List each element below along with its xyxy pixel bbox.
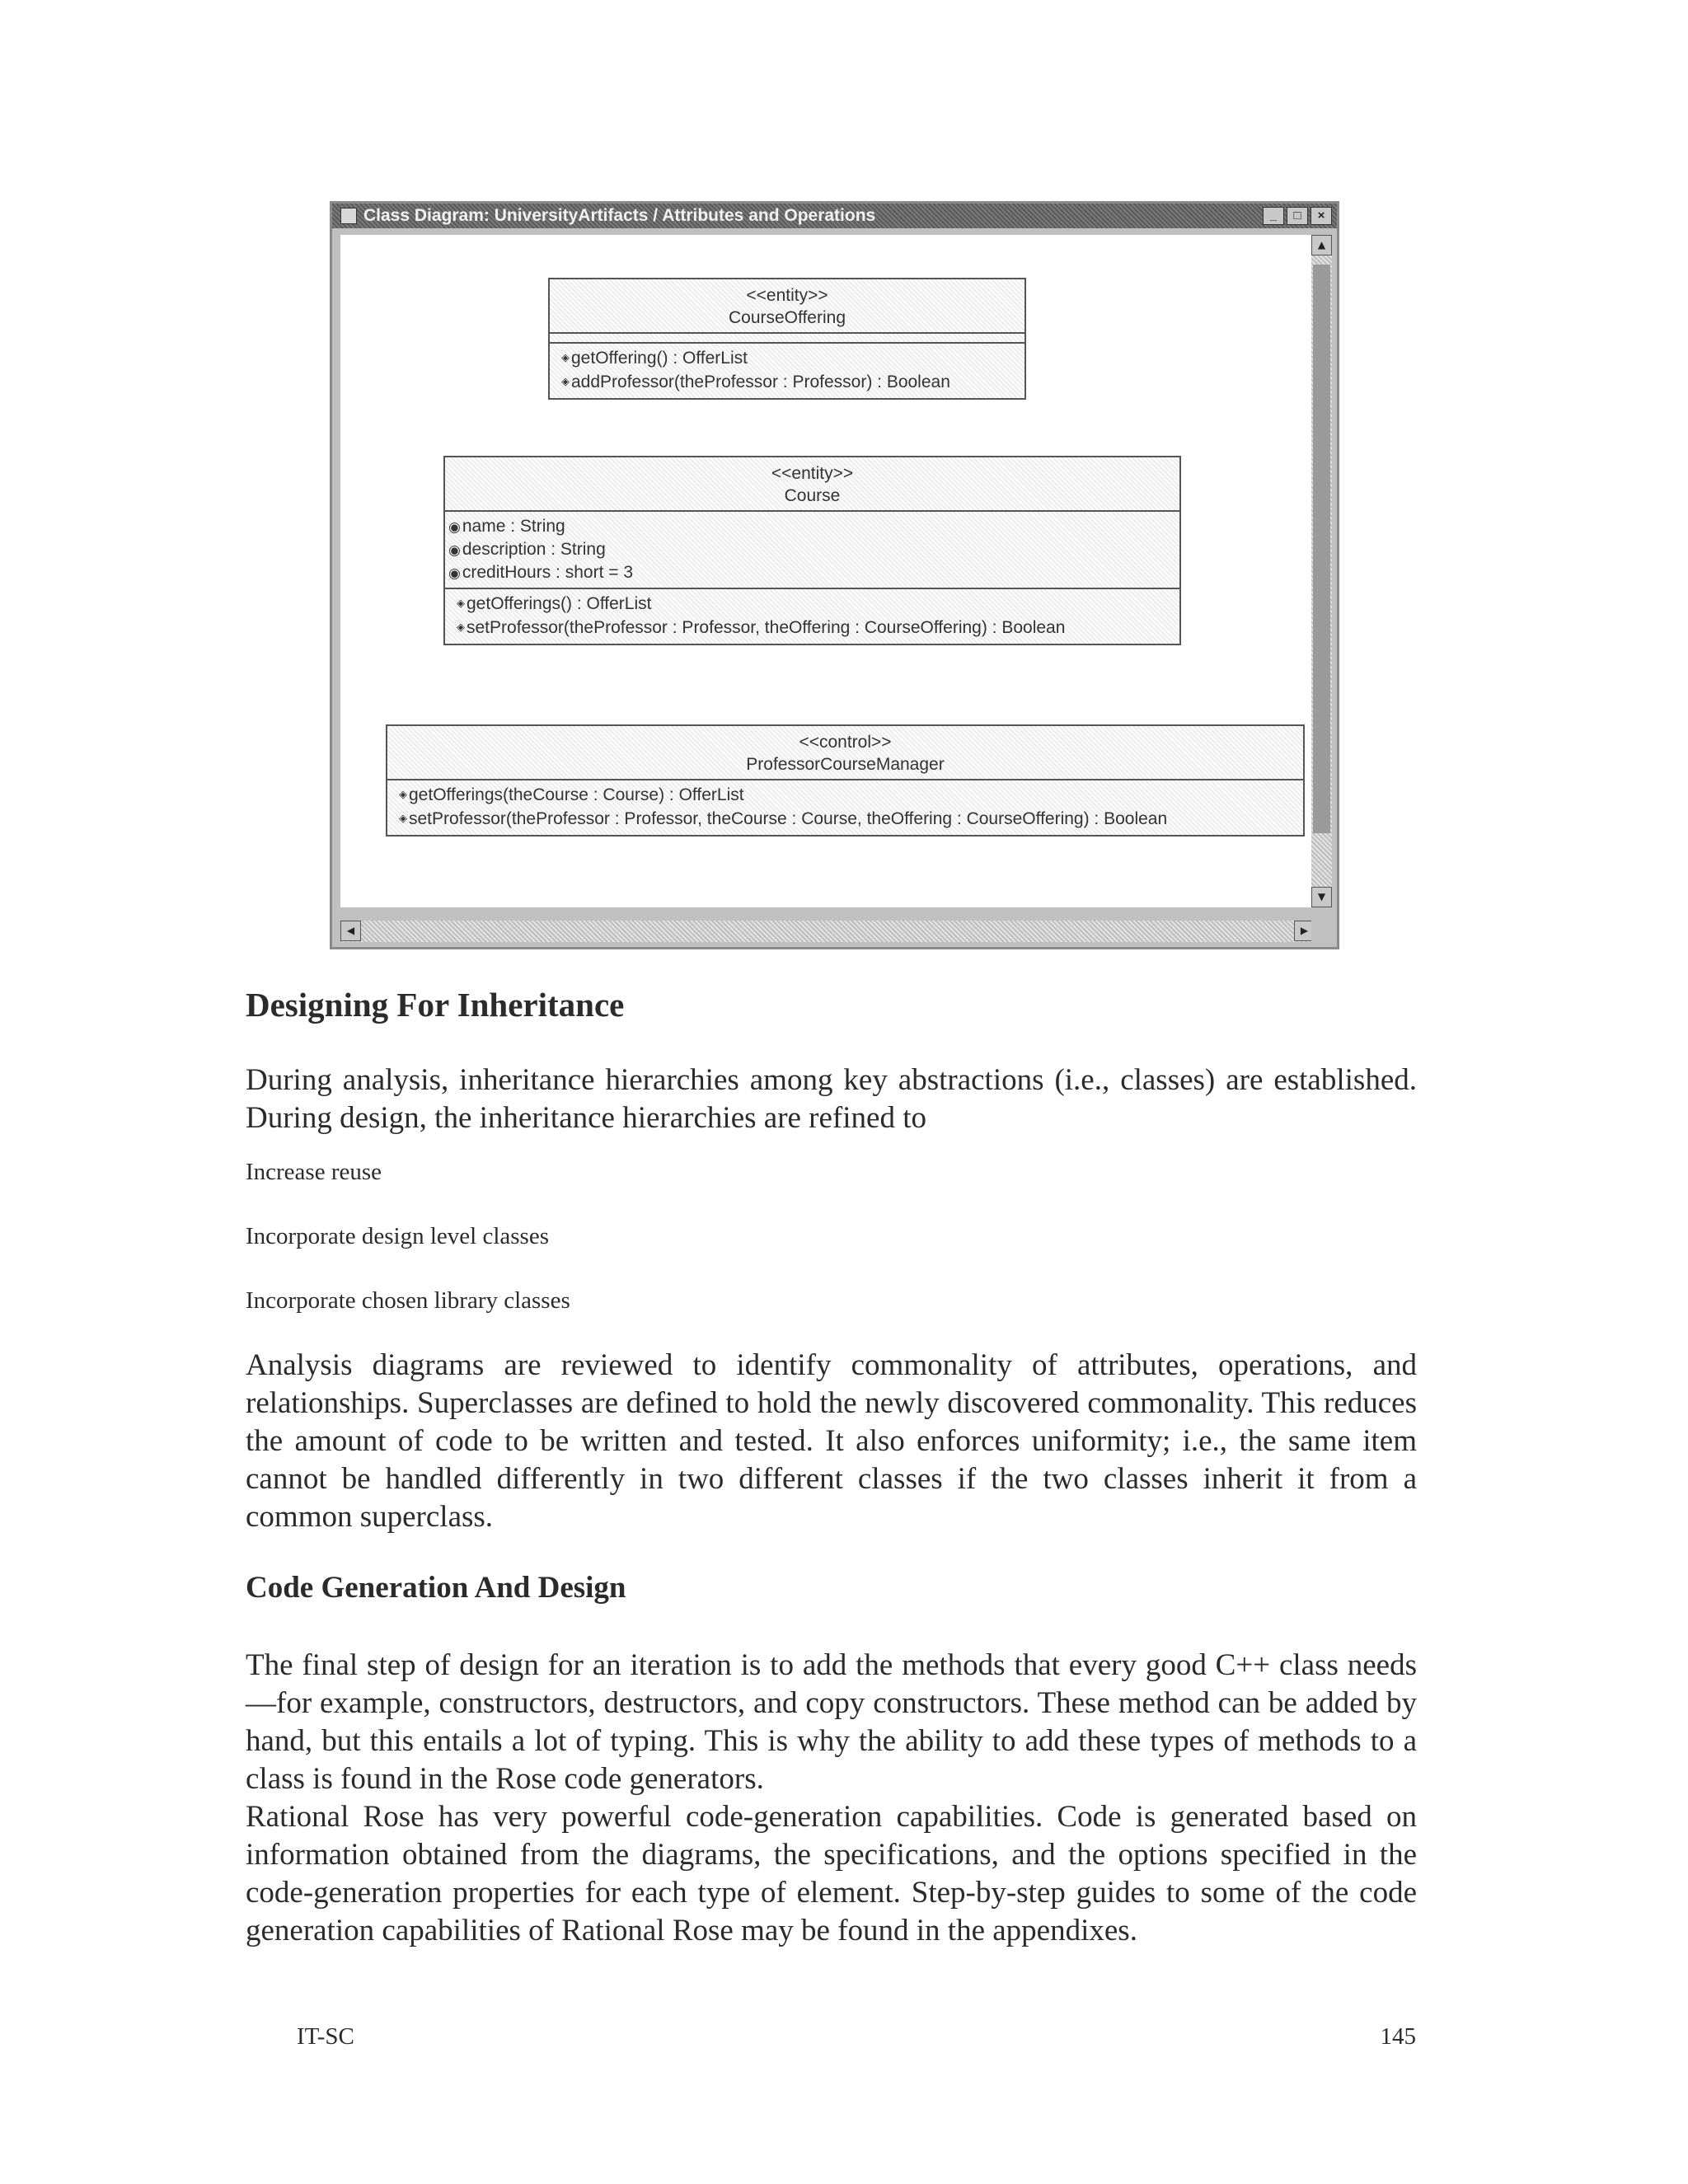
horizontal-scrollbar[interactable]: [340, 921, 1315, 942]
section-heading-inheritance: Designing For Inheritance: [246, 986, 625, 1024]
operation-icon: [457, 618, 467, 637]
section-heading-code-generation: Code Generation And Design: [246, 1571, 626, 1605]
scroll-right-icon[interactable]: ▶: [1294, 921, 1315, 941]
list-item: Incorporate design level classes: [246, 1223, 549, 1249]
window-title: Class Diagram: UniversityArtifacts / Attributes and Operations: [363, 206, 876, 225]
class-stereotype: <<entity>>: [746, 286, 828, 305]
page-number: 145: [1380, 2023, 1416, 2050]
operation-icon: [399, 809, 409, 828]
maximize-button[interactable]: □: [1287, 207, 1308, 225]
operation-item[interactable]: ◈ getOfferings() : OfferList: [457, 593, 1168, 616]
operation-item[interactable]: ◈ getOfferings(theCourse : Course) : OfferList: [399, 784, 1292, 808]
operation-icon: [561, 349, 571, 368]
scroll-down-icon[interactable]: ▼: [1311, 887, 1332, 907]
attributes-compartment: [550, 334, 1025, 344]
operation-item[interactable]: ◈ addProfessor(theProfessor : Professor) : Boolean: [561, 371, 1013, 395]
operation-item[interactable]: ◈ setProfessor(theProfessor : Professor, theCourse : Course, theOffering : CourseOffering) : Boolean: [399, 808, 1292, 832]
operation-item[interactable]: ◈ getOffering() : OfferList: [561, 347, 1013, 371]
paragraph-analysis: Analysis diagrams are reviewed to identify commonality of attributes, operations, and relationships. Superclasses are defined to hold the newly discovered commonality. This reduces the amount of code to be written and tested. It also enforces uniformity; i.e., the same item cannot be handled differently in two different classes if the two classes inherit it from a common superclass.: [246, 1348, 1417, 1534]
operations-compartment: [550, 344, 1025, 398]
diagram-app-icon: [340, 208, 357, 224]
operations-compartment: [445, 589, 1179, 644]
attribute-icon: [448, 540, 462, 559]
vertical-scroll-thumb[interactable]: [1313, 265, 1330, 833]
attributes-compartment: [445, 512, 1179, 589]
class-course-offering[interactable]: [548, 278, 1026, 400]
vertical-scrollbar[interactable]: [1311, 235, 1332, 907]
operation-icon: [561, 373, 571, 391]
list-item: Incorporate chosen library classes: [246, 1287, 570, 1314]
scroll-left-icon[interactable]: ◀: [340, 921, 361, 941]
close-button[interactable]: ×: [1311, 207, 1332, 225]
window-titlebar[interactable]: [332, 204, 1337, 228]
class-professor-course-manager[interactable]: [386, 724, 1305, 837]
list-item: Increase reuse: [246, 1159, 382, 1185]
minimize-button[interactable]: _: [1263, 207, 1284, 225]
paragraph-final-step: The final step of design for an iteration is to add the methods that every good C++ class needs—for example, constructors, destructors, and copy constructors. These method can be added by hand, but this entails a lot of typing. This is why the ability to add these types of methods to a class is found in the Rose code generators.: [246, 1648, 1417, 1796]
operation-item[interactable]: ◈ setProfessor(theProfessor : Professor, theOffering : CourseOffering) : Boolean: [457, 616, 1168, 640]
diagram-canvas[interactable]: [340, 235, 1315, 907]
operation-icon: [399, 785, 409, 804]
operations-compartment: [387, 780, 1303, 835]
class-name: CourseOffering: [728, 308, 846, 327]
class-stereotype: <<control>>: [799, 733, 892, 752]
attribute-icon: [448, 563, 462, 582]
attribute-item[interactable]: ◉ creditHours : short = 3: [448, 561, 1168, 584]
class-stereotype: <<entity>>: [771, 464, 854, 483]
resize-grip[interactable]: [1311, 921, 1332, 942]
paragraph-rational-rose: Rational Rose has very powerful code-generation capabilities. Code is generated based on information obtained from the diagrams, the specifications, and the options specified in the code-generation properties for each type of element. Step-by-step guides to some of the code generation capabilities of Rational Rose may be found in the appendixes.: [246, 1800, 1417, 1947]
scroll-up-icon[interactable]: ▲: [1311, 235, 1332, 255]
class-course[interactable]: [443, 456, 1181, 645]
attribute-item[interactable]: ◉ description : String: [448, 538, 1168, 561]
operation-icon: [457, 594, 467, 613]
footer-label: IT-SC: [297, 2023, 354, 2050]
class-diagram-window: [330, 201, 1339, 949]
class-name: ProfessorCourseManager: [746, 755, 945, 774]
paragraph-inheritance-intro: During analysis, inheritance hierarchies among key abstractions (i.e., classes) are established. During design, the inheritance hierarchies are refined to: [246, 1063, 1417, 1135]
class-name: Course: [784, 486, 841, 505]
attribute-item[interactable]: ◉ name : String: [448, 515, 1168, 538]
attribute-icon: [448, 517, 462, 536]
